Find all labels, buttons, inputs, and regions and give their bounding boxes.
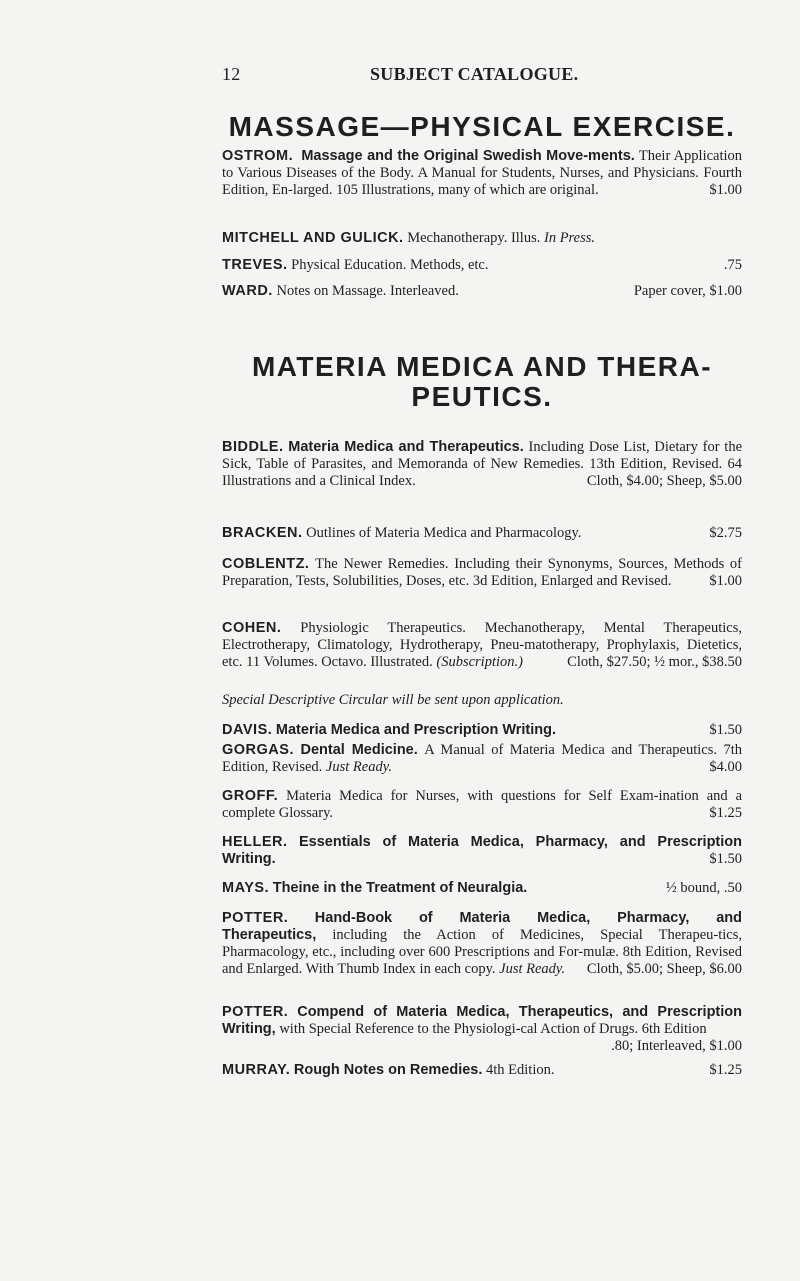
entry-title: Dental Medicine. (300, 742, 418, 758)
entry-author: MITCHELL AND GULICK. (222, 230, 404, 246)
entry-price: Cloth, $4.00; Sheep, $5.00 (586, 473, 742, 489)
entry-coblentz (222, 556, 742, 590)
entry-text: Materia Medica for Nurses, with questions for Self Exam-ination and a complete Glossary. (222, 788, 743, 821)
entry-text: 4th Edition. (486, 1062, 555, 1078)
entry-author: POTTER. (222, 910, 289, 926)
entry-author: DAVIS. (222, 722, 273, 738)
entry-price: $1.00 (709, 182, 742, 198)
entry-ostrom (222, 148, 742, 199)
entry-murray (222, 1062, 742, 1079)
entry-title: Massage and the Original Swedish Move-ments. (301, 148, 635, 164)
entry-note: (Subscription.) (436, 654, 523, 670)
entry-price: Paper cover, $1.00 (633, 283, 742, 299)
entry-author: BIDDLE. (222, 439, 284, 455)
entry-mitchell (222, 230, 742, 247)
entry-title: Rough Notes on Remedies. (293, 1062, 483, 1078)
entry-author: MAYS. (222, 880, 270, 896)
entry-price: .75 (723, 257, 742, 273)
entry-title: Compend of Materia Medica, Therapeutics, and Prescription Writing, (222, 1004, 743, 1037)
section-title-line: MASSAGE—PHYSICAL EXERCISE. (228, 111, 736, 142)
special-circular-note: Special Descriptive Circular will be sent upon application. (222, 692, 564, 708)
entry-text: with Special Reference to the Physiologi-cal Action of Drugs. 6th Edition (279, 1021, 707, 1037)
entry-author: TREVES. (222, 257, 288, 273)
entry-price: $1.25 (709, 805, 742, 821)
entry-text: Physical Education. Methods, etc. (291, 257, 489, 273)
entry-author: BRACKEN. (222, 525, 303, 541)
entry-price: $4.00 (709, 759, 742, 775)
entry-mays (222, 880, 742, 897)
section-title-materia-medica (222, 352, 742, 412)
entry-author: HELLER. (222, 834, 288, 850)
entry-text: A Manual of Materia Medica and Therapeutics. 7th Edition, Revised. (222, 742, 743, 775)
entry-price: $1.50 (709, 851, 742, 867)
entry-price: .80; Interleaved, $1.00 (611, 1038, 742, 1054)
entry-title: Mechanotherapy. (407, 230, 508, 246)
entry-title: Essentials of Materia Medica, Pharmacy, and Prescription Writing. (222, 834, 742, 867)
entry-price: $1.50 (709, 722, 742, 738)
entry-title: Hand-Book of Materia Medica, Pharmacy, and Therapeutics, (222, 910, 742, 943)
entry-price: Cloth, $5.00; Sheep, $6.00 (586, 961, 742, 977)
entry-price: ½ bound, .50 (665, 880, 742, 896)
entry-cohen (222, 620, 742, 671)
entry-text: Mechanotherapy, Mental Therapeutics, Electrotherapy, Climatology, Hydrotherapy, Pneu-matotherapy, Prophylaxis, Dietetics, etc. 11 Volumes. Octavo. Illustrated. (222, 620, 742, 670)
entry-treves (222, 257, 742, 274)
entry-groff (222, 788, 742, 822)
running-title: SUBJECT CATALOGUE. (370, 64, 579, 84)
entry-price: $1.25 (709, 1062, 742, 1078)
section-title-massage (222, 112, 742, 142)
entry-text: Illus. (510, 230, 541, 246)
entry-text: Notes on Massage. Interleaved. (276, 283, 459, 299)
entry-author: OSTROM. (222, 148, 294, 164)
entry-author: WARD. (222, 283, 273, 299)
entry-text: Their Application to Various Diseases of the Body. A Manual for Students, Nurses, and Physicians. Fourth Edition, En-larged. 105 Illustrations, many of which are original. (222, 148, 743, 198)
entry-author: COBLENTZ. (222, 556, 310, 572)
entry-author: POTTER. (222, 1004, 289, 1020)
entry-author: GORGAS. (222, 742, 294, 758)
section-title-line: PEUTICS. (411, 381, 553, 412)
entry-biddle (222, 439, 742, 490)
entry-title: Theine in the Treatment of Neuralgia. (272, 880, 528, 896)
entry-note: Just Ready. (325, 759, 392, 775)
entry-title: Materia Medica and Prescription Writing. (275, 722, 557, 738)
entry-price: $2.75 (709, 525, 742, 541)
entry-title: Materia Medica and Therapeutics. (288, 439, 524, 455)
entry-title: The Newer Remedies. (315, 556, 449, 572)
section-title-line: MATERIA MEDICA AND THERA- (251, 351, 713, 382)
entry-potter-compend (222, 1004, 742, 1055)
entry-bracken (222, 525, 742, 542)
entry-author: COHEN. (222, 620, 282, 636)
entry-potter-handbook (222, 910, 742, 978)
entry-gorgas (222, 742, 742, 776)
entry-text: Including their Synonyms, Sources, Methods of Preparation, Tests, Solubilities, Doses, etc. 3d Edition, Enlarged and Revised. (222, 556, 742, 589)
entry-text: including the Action of Medicines, Special Therapeu-tics, Pharmacology, etc., including over 600 Prescriptions and For-mulæ. 8th Edition, Revised and Enlarged. With Thumb Index in each copy. (222, 927, 742, 977)
entry-heller (222, 834, 742, 868)
entry-author: GROFF. (222, 788, 279, 804)
entry-text: Including Dose List, Dietary for the Sick, Table of Parasites, and Memoranda of New Remedies. 13th Edition, Revised. 64 Illustrations and a Clinical Index. (222, 439, 743, 489)
entry-davis (222, 722, 742, 739)
entry-price: Cloth, $27.50; ½ mor., $38.50 (567, 654, 742, 670)
entry-note: In Press. (543, 230, 595, 246)
entry-ward (222, 283, 742, 300)
entry-note: Just Ready. (499, 961, 566, 977)
page-number: 12 (222, 64, 241, 84)
entry-title: Physiologic Therapeutics. (300, 620, 466, 636)
entry-price: $1.00 (709, 573, 742, 589)
entry-text: Outlines of Materia Medica and Pharmacology. (306, 525, 582, 541)
entry-author: MURRAY. (222, 1062, 291, 1078)
